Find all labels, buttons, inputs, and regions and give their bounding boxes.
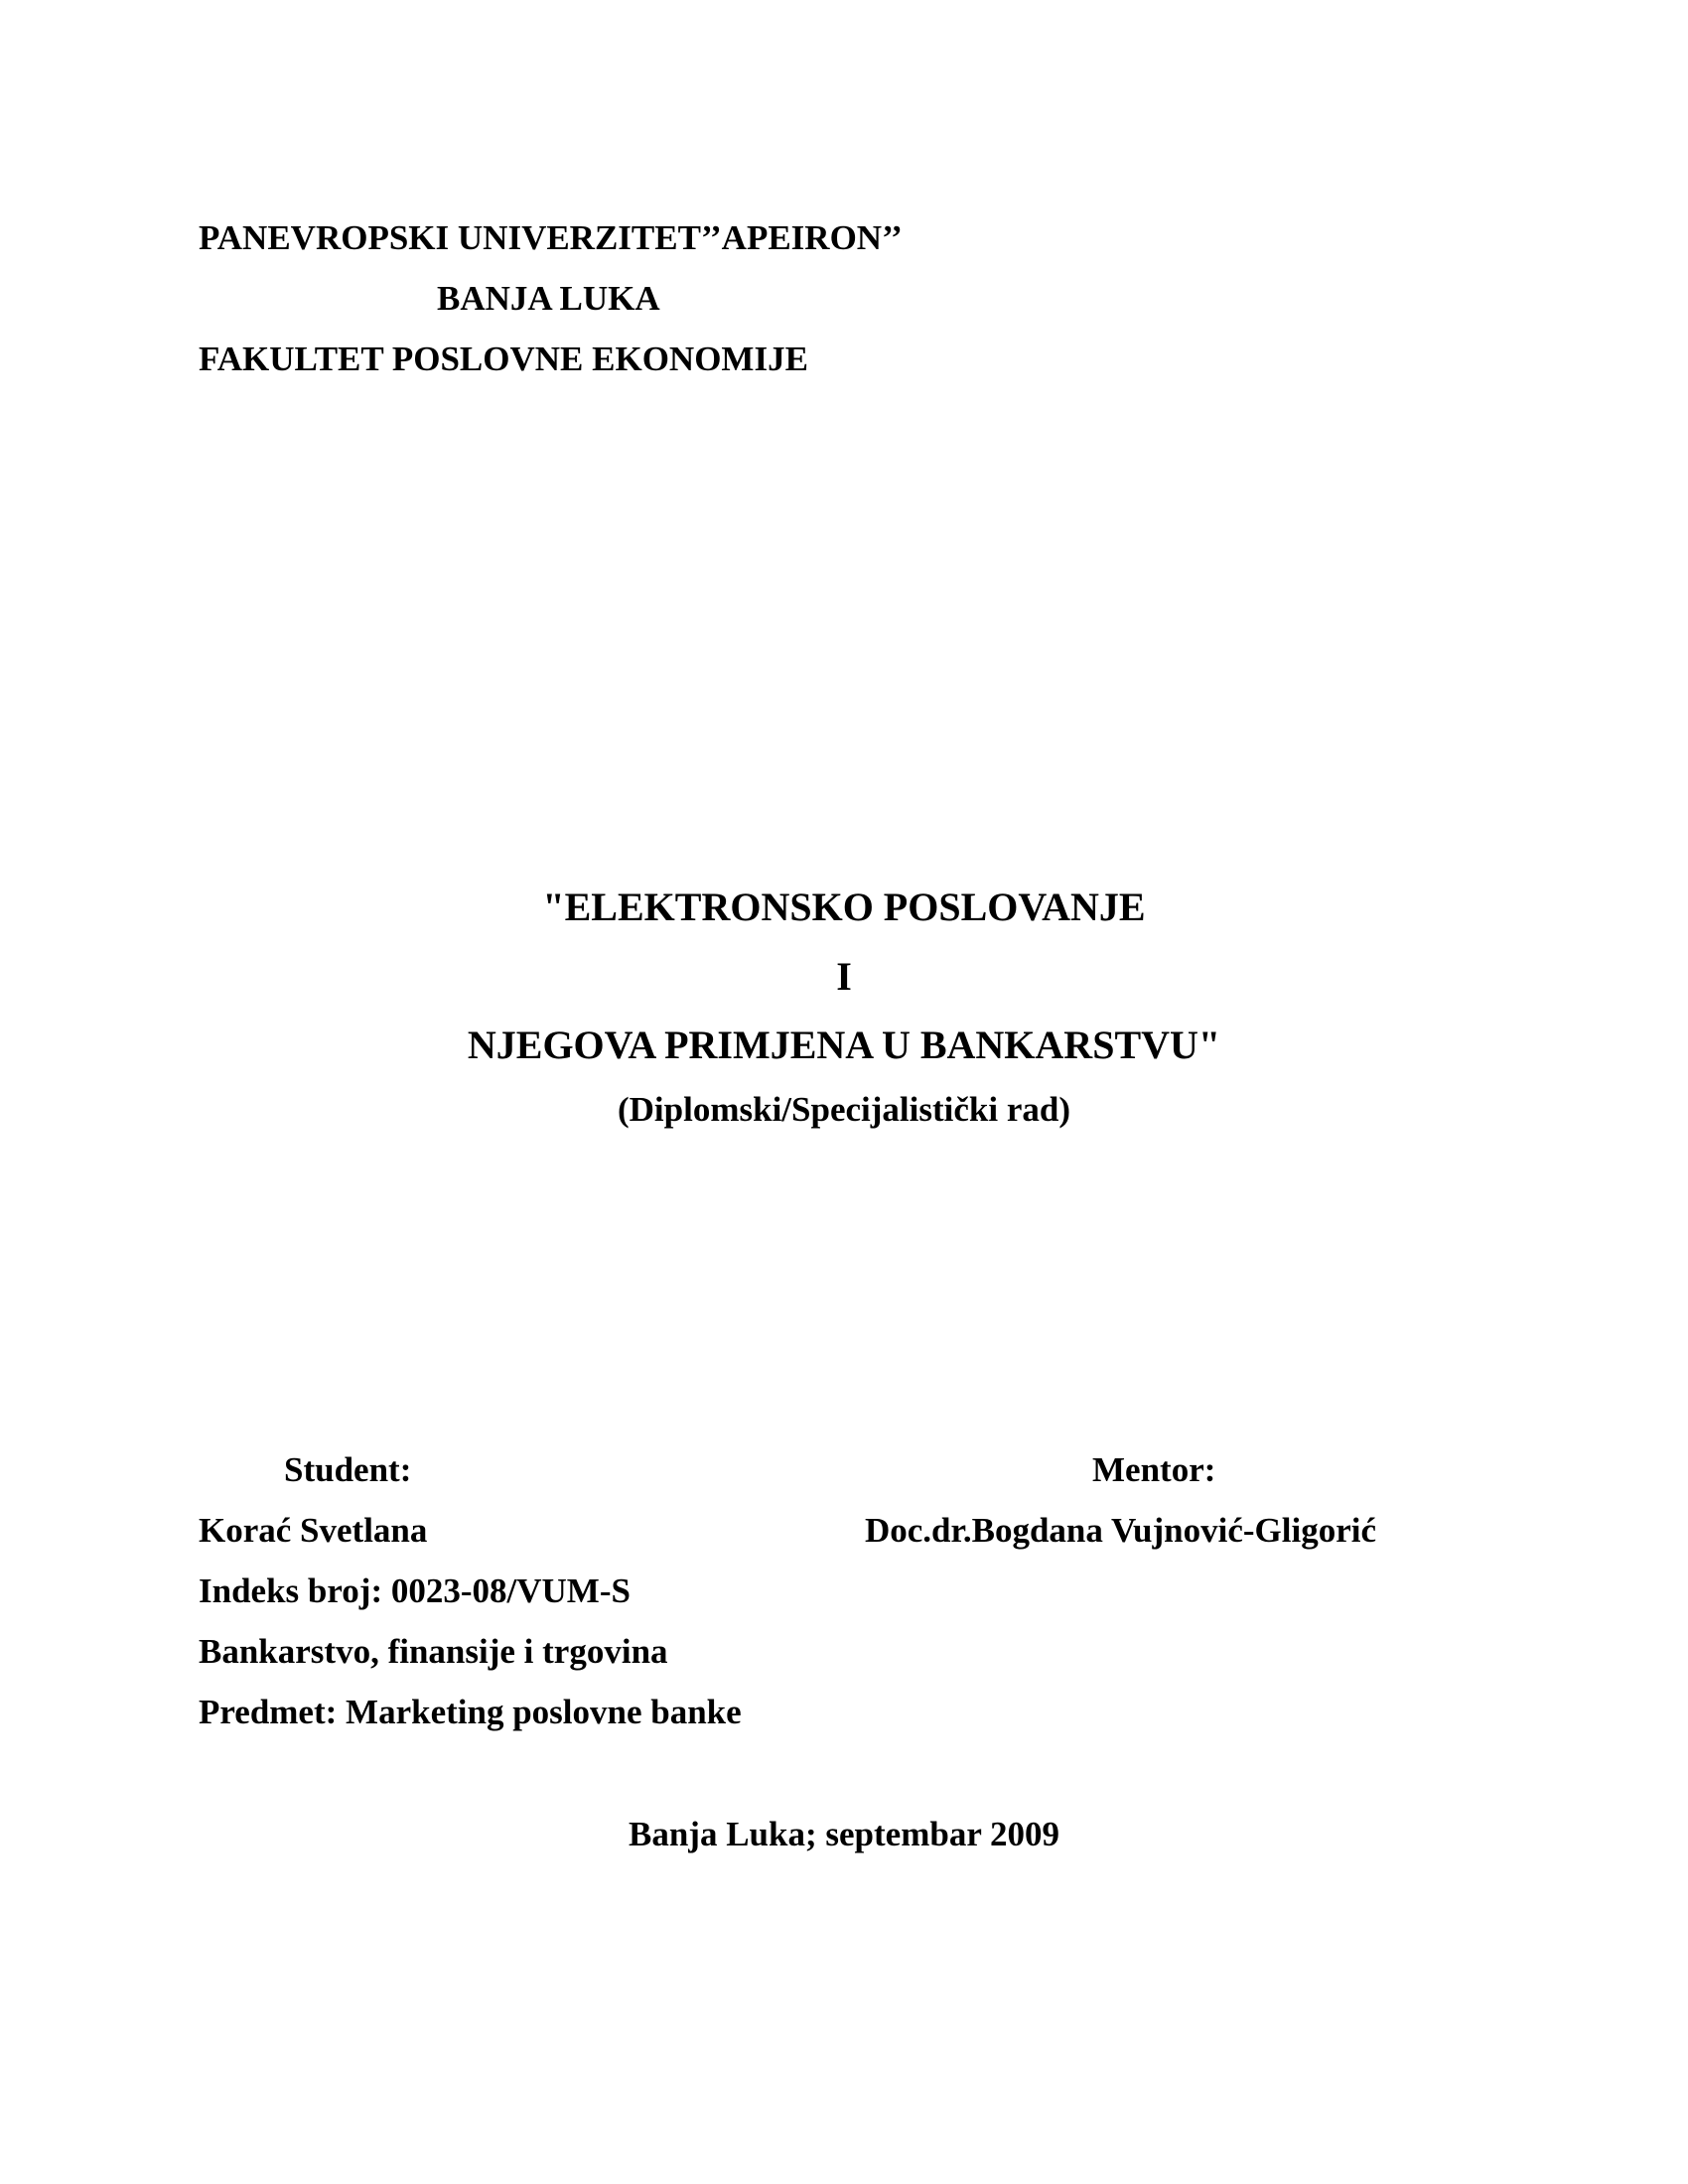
student-index: Indeks broj: 0023-08/VUM-S [199, 1571, 631, 1610]
mentor-label: Mentor: [1092, 1450, 1216, 1489]
thesis-title-line-1: "ELEKTRONSKO POSLOVANJE [542, 885, 1146, 929]
university-name: PANEVROPSKI UNIVERZITET’’APEIRON’’ [199, 218, 903, 257]
student-program: Bankarstvo, finansije i trgovina [199, 1632, 668, 1671]
mentor-name: Doc.dr.Bogdana Vujnović-Gligorić [865, 1511, 1377, 1550]
faculty-name: FAKULTET POSLOVNE EKONOMIJE [199, 340, 808, 378]
student-label: Student: [284, 1450, 412, 1489]
place-date: Banja Luka; septembar 2009 [629, 1815, 1059, 1853]
city-name: BANJA LUKA [437, 279, 660, 318]
thesis-title-line-3: NJEGOVA PRIMJENA U BANKARSTVU" [467, 1023, 1221, 1067]
thesis-title-line-2: I [836, 954, 852, 999]
thesis-subtitle: (Diplomski/Specijalistički rad) [618, 1090, 1070, 1129]
student-name: Korać Svetlana [199, 1511, 428, 1550]
student-subject: Predmet: Marketing poslovne banke [199, 1693, 742, 1731]
